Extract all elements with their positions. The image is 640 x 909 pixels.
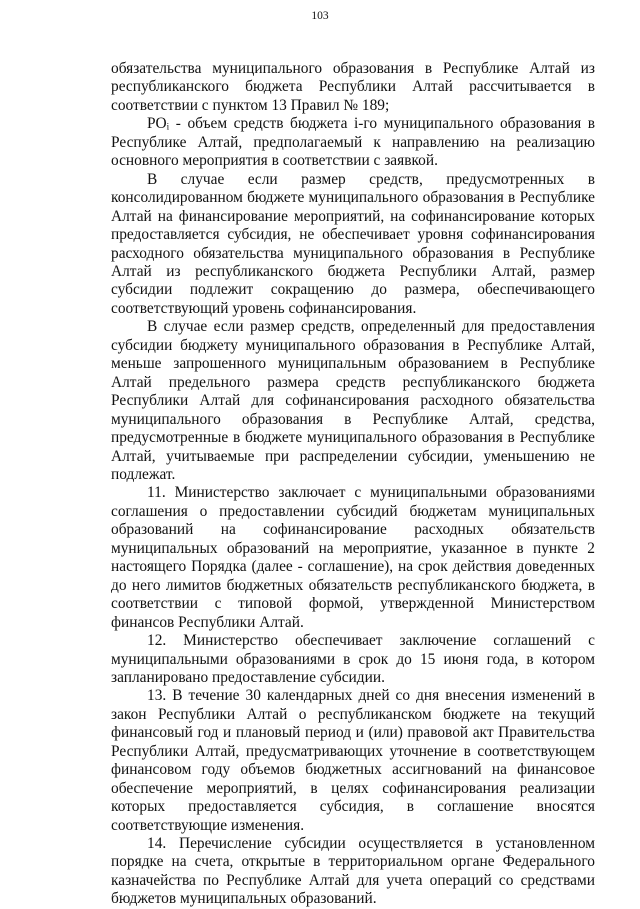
paragraph-item-14: 14. Перечисление субсидии осуществляется в установленном порядке на счета, открытые в территориальном органе Федерального казначейства по Республике Алтай для учета операций со средствами бюджетов муниципальных образований.	[111, 835, 595, 908]
paragraph-item-11: 11. Министерство заключает с муниципальными образованиями соглашения о предоставлении субсидий бюджетам муниципальных образований на софинансирование расходных обязательств муниципальных образований на мероприятие, указанное в пункте 2 настоящего Порядка (далее - соглашение), на срок действия доведенных до него лимитов бюджетных обязательств республиканского бюджета, в соответствии с типовой формой, утвержденной Министерством финансов Республики Алтай.	[111, 484, 595, 631]
document-body	[111, 60, 595, 909]
paragraph-reduction-case: В случае если размер средств, предусмотренных в консолидированном бюджете муниципального образования в Республике Алтай на финансирование мероприятий, на софинансирование которых предоставляется субсидия, не обеспечивает уровня софинансирования расходного обязательства муниципального образования в Республике Алтай из республиканского бюджета Республики Алтай, размер субсидии подлежит сокращению до размера, обеспечивающего соответствующий уровень софинансирования.	[111, 170, 595, 317]
page-number: 103	[311, 10, 329, 22]
paragraph-po-definition: POᵢ - объем средств бюджета i-го муниципального образования в Республике Алтай, предполагаемый к направлению на реализацию основного мероприятия в соответствии с заявкой.	[111, 115, 595, 170]
paragraph-continuation: обязательства муниципального образования в Республике Алтай из республиканского бюджета Республики Алтай рассчитывается в соответствии с пунктом 13 Правил № 189;	[111, 60, 595, 114]
paragraph-item-13: 13. В течение 30 календарных дней со дня внесения изменений в закон Республики Алтай о республиканском бюджете на текущий финансовый год и плановый период и (или) правовой акт Правительства Республики Алтай, предусматривающих уточнение в соответствующем финансовом году объемов бюджетных ассигнований на финансовое обеспечение мероприятий, в целях софинансирования реализации которых предоставляется субсидия, в соглашение вносятся соответствующие изменения.	[111, 687, 595, 834]
paragraph-item-12: 12. Министерство обеспечивает заключение соглашений с муниципальными образованиями в срок до 15 июня года, в котором запланировано предоставление субсидии.	[111, 632, 595, 686]
paragraph-no-reduction-case: В случае если размер средств, определенный для предоставления субсидии бюджету муниципального образования в Республике Алтай, меньше запрошенного муниципальным образованием в Республике Алтай предельного размера средств республиканского бюджета Республики Алтай для софинансирования расходного обязательства муниципального образования в Республике Алтай, средства, предусмотренные в бюджете муниципального образования в Республике Алтай, учитываемые при распределении субсидии, уменьшению не подлежат.	[111, 318, 595, 483]
